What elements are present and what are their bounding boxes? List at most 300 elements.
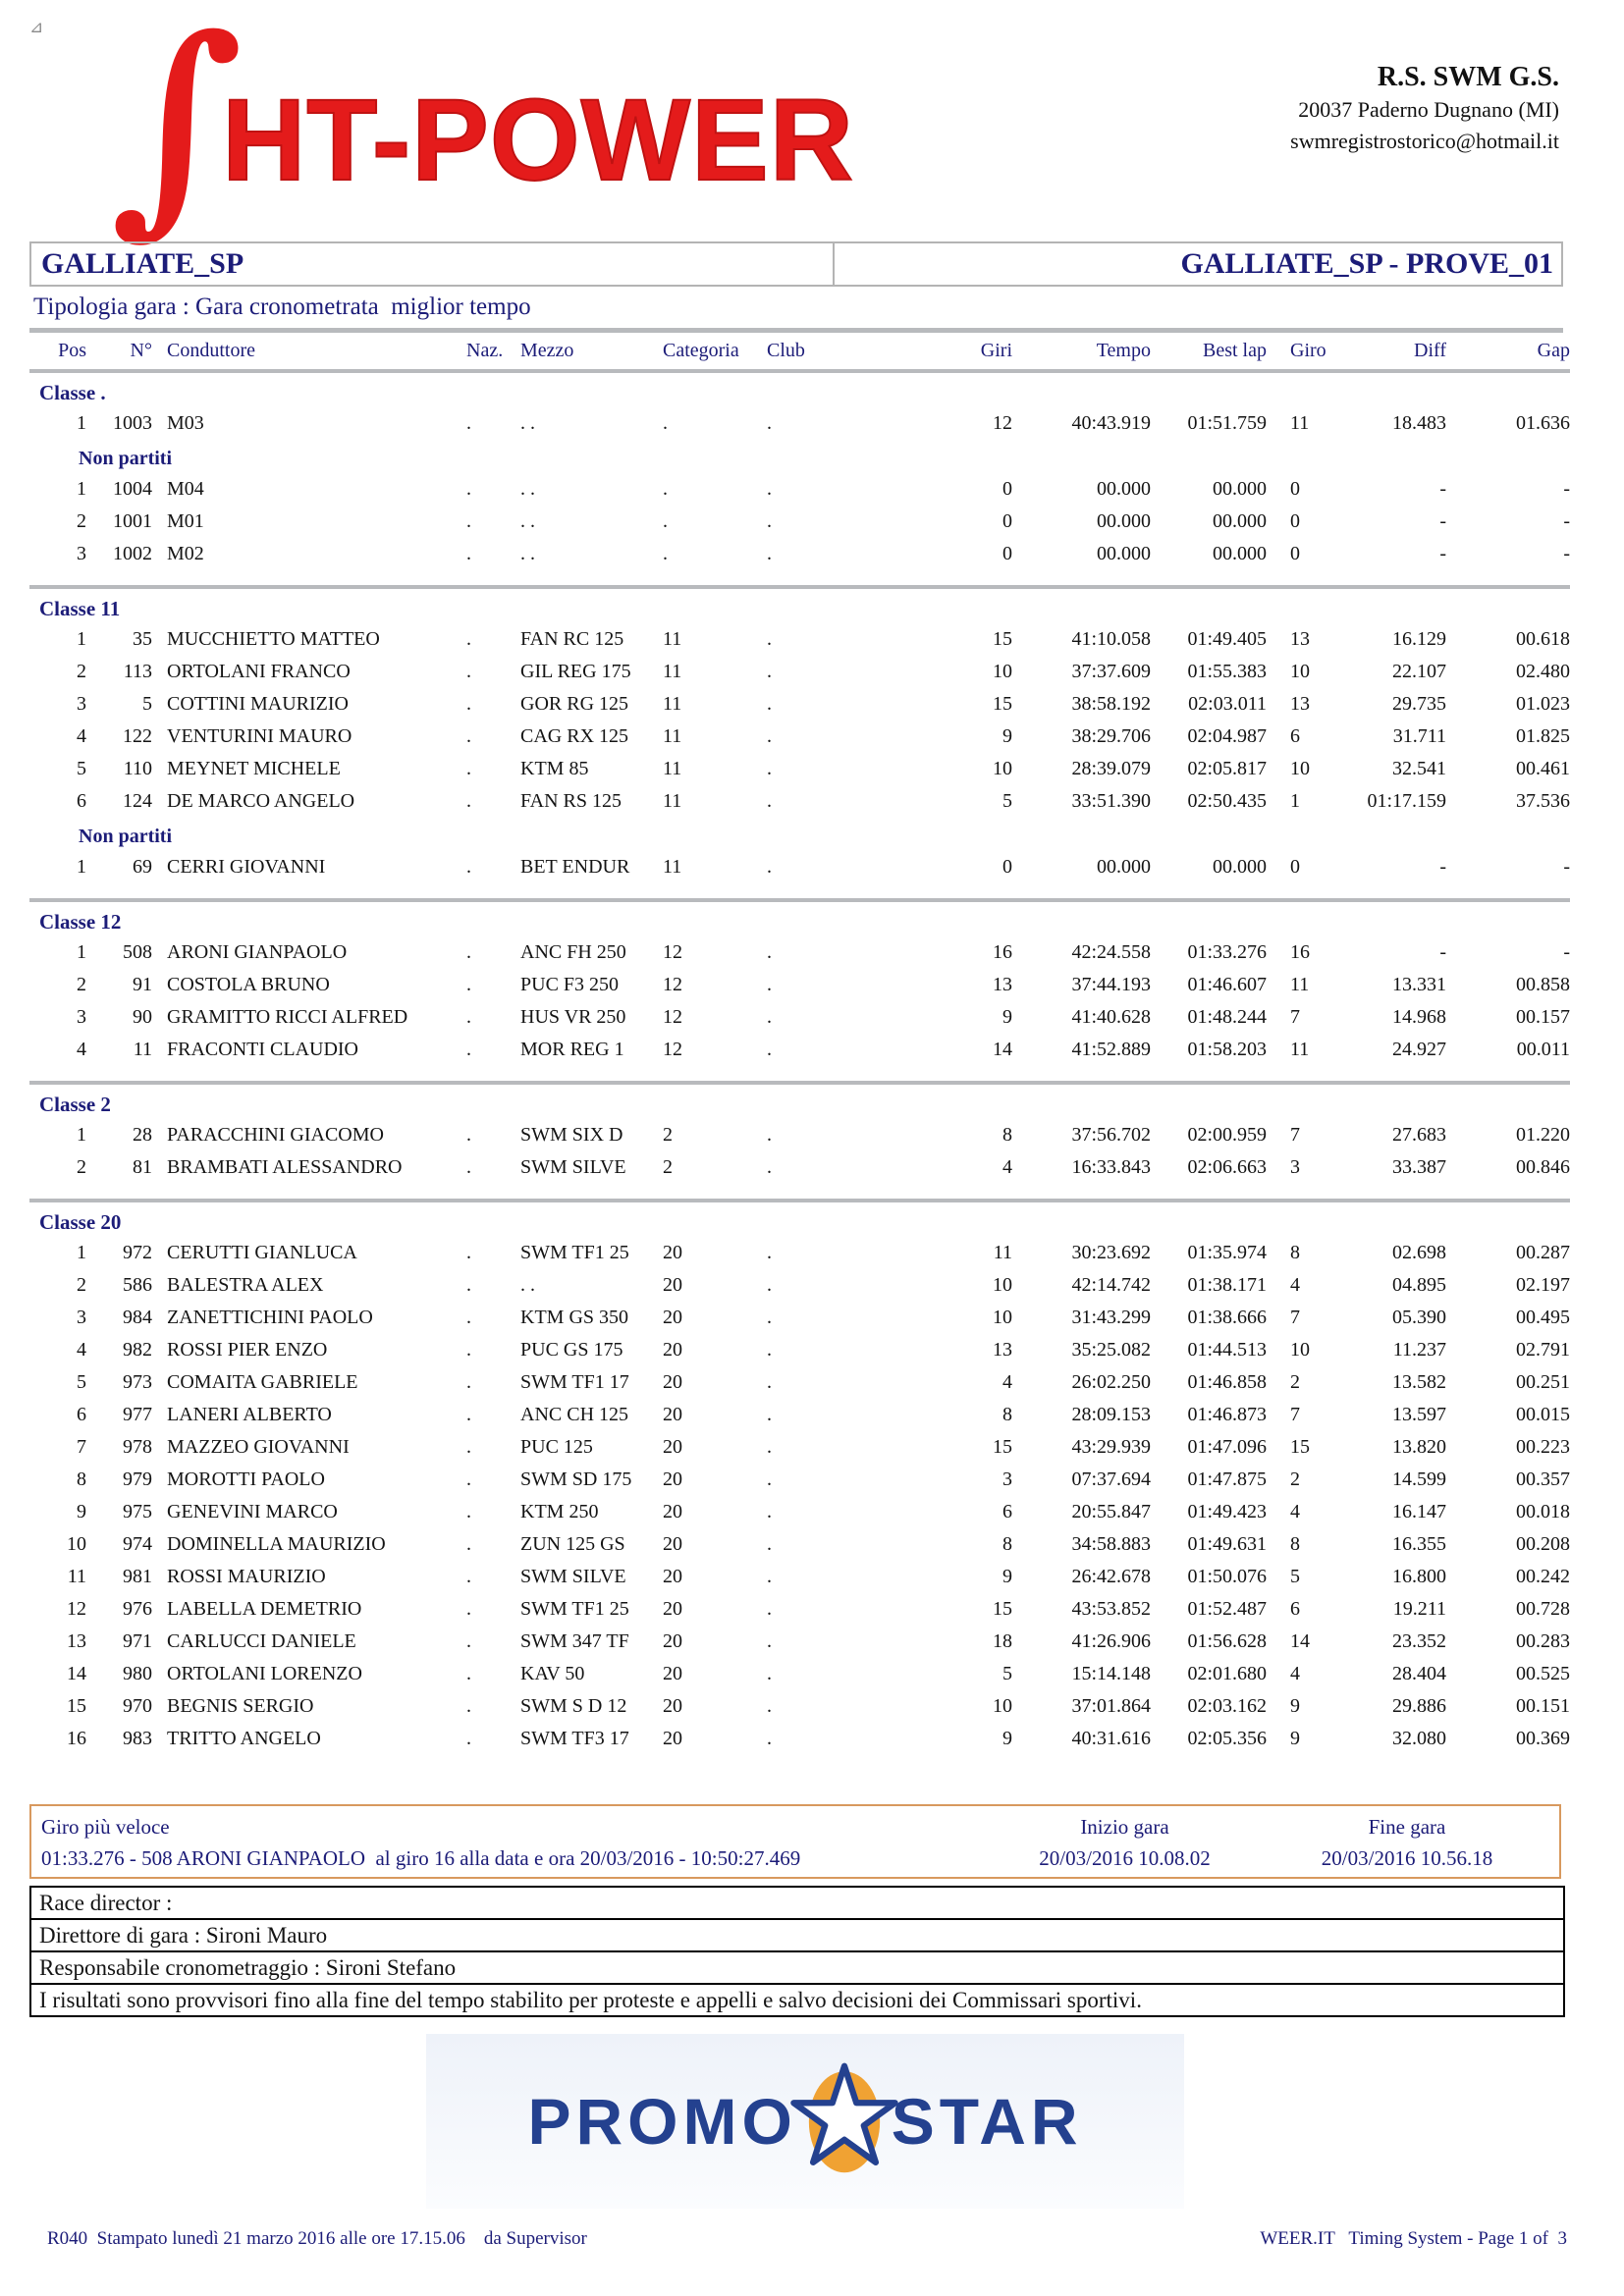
cell-categoria: 20 (663, 1242, 682, 1263)
cell-best-lap: 01:58.203 (1187, 1039, 1267, 1060)
cell-diff: 29.735 (1392, 693, 1446, 715)
cell-naz: . (466, 1274, 471, 1296)
cell-gap: 00.151 (1516, 1695, 1570, 1717)
cell-diff: - (1439, 856, 1446, 878)
cell-conduttore: DE MARCO ANGELO (167, 790, 355, 812)
cell-mezzo: ZUN 125 GS (520, 1533, 625, 1555)
cell-pos: 2 (77, 1274, 86, 1296)
cell-club: . (767, 412, 772, 434)
result-row (29, 1626, 1570, 1658)
classe-section (29, 585, 1570, 898)
cell-pos: 11 (67, 1566, 86, 1587)
cell-mezzo: KTM 250 (520, 1501, 599, 1522)
cell-club: . (767, 478, 772, 500)
cell-pos: 9 (77, 1501, 86, 1522)
table-header-row (29, 333, 1570, 373)
cell-diff: 16.800 (1392, 1566, 1446, 1587)
cell-gap: 00.618 (1516, 628, 1570, 650)
cell-best-lap: 01:46.858 (1187, 1371, 1267, 1393)
cell-num: 972 (123, 1242, 152, 1263)
cell-best-lap: 01:49.405 (1187, 628, 1267, 650)
cell-pos: 2 (77, 974, 86, 995)
cell-diff: 02.698 (1392, 1242, 1446, 1263)
cell-giro: 4 (1290, 1663, 1300, 1684)
cell-diff: 16.147 (1392, 1501, 1446, 1522)
cell-club: . (767, 661, 772, 682)
result-row (29, 623, 1570, 656)
cell-pos: 5 (77, 1371, 86, 1393)
cell-pos: 2 (77, 661, 86, 682)
cell-club: . (767, 1274, 772, 1296)
cell-conduttore: ROSSI PIER ENZO (167, 1339, 328, 1361)
cell-pos: Pos (58, 340, 86, 361)
cell-pos: 13 (67, 1630, 86, 1652)
logo-text: HT-POWER (222, 76, 854, 205)
result-row (29, 721, 1570, 753)
cell-num: 977 (123, 1404, 152, 1425)
results-sections (29, 378, 1570, 1770)
organization-email: swmregistrostorico@hotmail.it (1290, 129, 1559, 153)
cell-conduttore: COTTINI MAURIZIO (167, 693, 349, 715)
result-row (29, 1151, 1570, 1184)
cell-categoria: 12 (663, 974, 682, 995)
cell-pos: 2 (77, 1156, 86, 1178)
cell-club: . (767, 1728, 772, 1749)
non-partiti-label: Non partiti (79, 448, 172, 469)
cell-gap: 00.357 (1516, 1468, 1570, 1490)
officials-block (29, 1886, 1565, 2017)
cell-naz: . (466, 1156, 471, 1178)
result-row (29, 1302, 1570, 1334)
print-info: R040 Stampato lunedì 21 marzo 2016 alle ore 17.15.06 da Supervisor (47, 2228, 587, 2249)
cell-naz: . (466, 758, 471, 779)
cell-tempo: 40:43.919 (1071, 412, 1151, 434)
cell-giro: 0 (1290, 543, 1300, 564)
cell-pos: 1 (77, 1242, 86, 1263)
cell-club: . (767, 1468, 772, 1490)
result-row (29, 1496, 1570, 1528)
result-row (29, 1269, 1570, 1302)
cell-naz: . (466, 1501, 471, 1522)
cell-tempo: 43:53.852 (1071, 1598, 1151, 1620)
cell-mezzo: SWM SD 175 (520, 1468, 632, 1490)
cell-gap: - (1563, 856, 1570, 878)
cell-num: 970 (123, 1695, 152, 1717)
race-start-value: 20/03/2016 10.08.02 (1039, 1846, 1211, 1870)
cell-giri: 4 (1002, 1156, 1012, 1178)
official-row: Direttore di gara : Sironi Mauro (29, 1918, 1565, 1952)
cell-giro: 13 (1290, 693, 1310, 715)
cell-giri: 0 (1002, 543, 1012, 564)
cell-mezzo: KTM GS 350 (520, 1307, 629, 1328)
cell-giri: 9 (1002, 1566, 1012, 1587)
cell-best-lap: 02:05.817 (1187, 758, 1267, 779)
cell-best-lap: 00.000 (1213, 510, 1267, 532)
cell-giro: 7 (1290, 1404, 1300, 1425)
star-emblem-icon (789, 2046, 899, 2198)
cell-num: 113 (123, 661, 152, 682)
cell-club: . (767, 1307, 772, 1328)
non-partiti-row (29, 538, 1570, 570)
promostar-logo (426, 2034, 1184, 2209)
cell-num: 976 (123, 1598, 152, 1620)
cell-pos: 4 (77, 1039, 86, 1060)
cell-club: . (767, 725, 772, 747)
cell-diff: 13.597 (1392, 1404, 1446, 1425)
cell-club: . (767, 856, 772, 878)
cell-gap: - (1563, 543, 1570, 564)
cell-giri: 8 (1002, 1124, 1012, 1146)
cell-giri: 13 (993, 974, 1012, 995)
cell-categoria: 11 (663, 758, 682, 779)
cell-giro: 11 (1290, 412, 1310, 434)
cell-giri: 12 (993, 412, 1012, 434)
cell-tempo: 41:52.889 (1071, 1039, 1151, 1060)
cell-gap: 00.858 (1516, 974, 1570, 995)
cell-diff: 19.211 (1392, 1598, 1446, 1620)
cell-club: . (767, 1566, 772, 1587)
cell-mezzo: SWM SIX D (520, 1124, 623, 1146)
cell-mezzo: FAN RS 125 (520, 790, 622, 812)
cell-club: . (767, 1124, 772, 1146)
cell-diff: 13.820 (1392, 1436, 1446, 1458)
cell-num: 69 (133, 856, 152, 878)
cell-tempo: 37:56.702 (1071, 1124, 1151, 1146)
cell-giri: 5 (1002, 790, 1012, 812)
cell-mezzo: . . (520, 1274, 535, 1296)
cell-giri: 15 (993, 628, 1012, 650)
result-row (29, 1528, 1570, 1561)
cell-mezzo: SWM TF1 17 (520, 1371, 629, 1393)
cell-giro: 6 (1290, 1598, 1300, 1620)
sponsor-text-right: STAR (891, 2085, 1083, 2158)
cell-num: 91 (133, 974, 152, 995)
cell-giro: 15 (1290, 1436, 1310, 1458)
cell-tempo: 34:58.883 (1071, 1533, 1151, 1555)
cell-mezzo: ANC FH 250 (520, 941, 626, 963)
cell-giro: 11 (1290, 974, 1310, 995)
result-row (29, 785, 1570, 818)
cell-diff: 28.404 (1392, 1663, 1446, 1684)
cell-diff: 31.711 (1392, 725, 1446, 747)
cell-diff: 27.683 (1392, 1124, 1446, 1146)
cell-tempo: 37:37.609 (1071, 661, 1151, 682)
cell-giri: Giri (980, 340, 1012, 361)
cell-giri: 8 (1002, 1533, 1012, 1555)
event-title: GALLIATE_SP (29, 241, 833, 287)
session-title: GALLIATE_SP - PROVE_01 (833, 241, 1563, 287)
cell-naz: . (466, 693, 471, 715)
cell-diff: - (1439, 543, 1446, 564)
cell-naz: . (466, 478, 471, 500)
cell-diff: 13.582 (1392, 1371, 1446, 1393)
cell-conduttore: LANERI ALBERTO (167, 1404, 332, 1425)
cell-categoria: 12 (663, 1039, 682, 1060)
cell-giri: 10 (993, 661, 1012, 682)
cell-categoria: . (663, 543, 668, 564)
cell-giro: 10 (1290, 758, 1310, 779)
cell-best-lap: 01:50.076 (1187, 1566, 1267, 1587)
cell-conduttore: TRITTO ANGELO (167, 1728, 321, 1749)
cell-num: 586 (123, 1274, 152, 1296)
race-start-label: Inizio gara (1080, 1815, 1169, 1839)
cell-tempo: 26:42.678 (1071, 1566, 1151, 1587)
cell-giri: 10 (993, 1695, 1012, 1717)
cell-num: 11 (133, 1039, 152, 1060)
cell-giro: 0 (1290, 856, 1300, 878)
cell-giri: 10 (993, 1274, 1012, 1296)
cell-diff: 32.541 (1392, 758, 1446, 779)
results-table (29, 333, 1570, 1770)
cell-mezzo: . . (520, 510, 535, 532)
cell-pos: 15 (67, 1695, 86, 1717)
cell-naz: . (466, 543, 471, 564)
cell-tempo: 43:29.939 (1071, 1436, 1151, 1458)
cell-diff: 23.352 (1392, 1630, 1446, 1652)
cell-pos: 1 (77, 1124, 86, 1146)
official-row: I risultati sono provvisori fino alla fine del tempo stabilito per proteste e appelli e salvo decisioni dei Commissari sportivi. (29, 1983, 1565, 2017)
cell-num: 5 (142, 693, 152, 715)
cell-gap: - (1563, 510, 1570, 532)
result-row (29, 1464, 1570, 1496)
cell-best-lap: 01:46.873 (1187, 1404, 1267, 1425)
cell-categoria: 2 (663, 1124, 673, 1146)
cell-conduttore: ROSSI MAURIZIO (167, 1566, 326, 1587)
cell-conduttore: M01 (167, 510, 204, 532)
classe-section (29, 1081, 1570, 1199)
cell-naz: . (466, 1307, 471, 1328)
cell-giri: 11 (993, 1242, 1012, 1263)
cell-categoria: 11 (663, 856, 682, 878)
cell-pos: 1 (77, 941, 86, 963)
timing-system-info: WEER.IT Timing System - Page 1 of 3 (1260, 2228, 1567, 2249)
classe-title: Classe . (39, 381, 106, 404)
cell-categoria: 20 (663, 1339, 682, 1361)
cell-giro: 10 (1290, 661, 1310, 682)
cell-conduttore: GENEVINI MARCO (167, 1501, 338, 1522)
cell-categoria: 2 (663, 1156, 673, 1178)
cell-giri: 8 (1002, 1404, 1012, 1425)
title-row (29, 241, 1563, 287)
cell-giro: 7 (1290, 1006, 1300, 1028)
cell-naz: . (466, 1124, 471, 1146)
cell-mezzo: PUC 125 (520, 1436, 593, 1458)
cell-gap: 01.825 (1516, 725, 1570, 747)
cell-giro: 13 (1290, 628, 1310, 650)
cell-conduttore: COMAITA GABRIELE (167, 1371, 358, 1393)
cell-num: 978 (123, 1436, 152, 1458)
race-summary-box (29, 1804, 1561, 1879)
cell-pos: 2 (77, 510, 86, 532)
cell-conduttore: FRACONTI CLAUDIO (167, 1039, 358, 1060)
cell-naz: . (466, 1468, 471, 1490)
cell-naz: . (466, 1006, 471, 1028)
cell-giri: 13 (993, 1339, 1012, 1361)
organization-name: R.S. SWM G.S. (1377, 62, 1559, 92)
cell-giro: 11 (1290, 1039, 1310, 1060)
cell-naz: . (466, 1404, 471, 1425)
cell-conduttore: VENTURINI MAURO (167, 725, 352, 747)
cell-conduttore: BEGNIS SERGIO (167, 1695, 314, 1717)
cell-gap: 00.728 (1516, 1598, 1570, 1620)
non-partiti-row (29, 473, 1570, 506)
cell-diff: 16.355 (1392, 1533, 1446, 1555)
cell-num: 980 (123, 1663, 152, 1684)
cell-categoria: 20 (663, 1274, 682, 1296)
cell-pos: 6 (77, 790, 86, 812)
result-row (29, 936, 1570, 969)
cell-tempo: 00.000 (1097, 510, 1151, 532)
cell-giri: 3 (1002, 1468, 1012, 1490)
cell-gap: 00.283 (1516, 1630, 1570, 1652)
official-row: Race director : (29, 1886, 1565, 1920)
cell-gap: 02.197 (1516, 1274, 1570, 1296)
cell-naz: . (466, 1663, 471, 1684)
cell-naz: . (466, 1728, 471, 1749)
classe-section (29, 898, 1570, 1081)
cell-best-lap: 01:55.383 (1187, 661, 1267, 682)
race-end-value: 20/03/2016 10.56.18 (1321, 1846, 1493, 1870)
cell-categoria: 11 (663, 790, 682, 812)
result-row (29, 1431, 1570, 1464)
cell-conduttore: BRAMBATI ALESSANDRO (167, 1156, 403, 1178)
result-row (29, 1001, 1570, 1034)
cell-giri: 5 (1002, 1663, 1012, 1684)
cell-club: . (767, 1695, 772, 1717)
cell-best-lap: 01:51.759 (1187, 412, 1267, 434)
cell-diff: 18.483 (1392, 412, 1446, 434)
cell-tempo: 16:33.843 (1071, 1156, 1151, 1178)
cell-categoria: 20 (663, 1728, 682, 1749)
non-partiti-label: Non partiti (79, 826, 172, 847)
race-end-label: Fine gara (1368, 1815, 1446, 1839)
cell-giri: 9 (1002, 1006, 1012, 1028)
cell-club: . (767, 1156, 772, 1178)
cell-num: 981 (123, 1566, 152, 1587)
cell-conduttore: MOROTTI PAOLO (167, 1468, 325, 1490)
cell-gap: 00.369 (1516, 1728, 1570, 1749)
cell-pos: 7 (77, 1436, 86, 1458)
cell-tempo: 00.000 (1097, 543, 1151, 564)
cell-gap: 00.461 (1516, 758, 1570, 779)
cell-best-lap: 00.000 (1213, 543, 1267, 564)
cell-best-lap: 02:04.987 (1187, 725, 1267, 747)
cell-giri: 10 (993, 1307, 1012, 1328)
cell-naz: . (466, 790, 471, 812)
organization-address: 20037 Paderno Dugnano (MI) (1298, 97, 1559, 122)
cell-giri: 15 (993, 1436, 1012, 1458)
cell-giro: 1 (1290, 790, 1300, 812)
cell-gap: 00.223 (1516, 1436, 1570, 1458)
cell-num: 122 (123, 725, 152, 747)
cell-tempo: 35:25.082 (1071, 1339, 1151, 1361)
cell-giri: 15 (993, 1598, 1012, 1620)
classe-title: Classe 20 (39, 1210, 122, 1234)
cell-gap: 00.251 (1516, 1371, 1570, 1393)
cell-num: N° (130, 340, 152, 361)
cell-conduttore: Conduttore (167, 340, 255, 361)
non-partiti-row (29, 851, 1570, 883)
cell-conduttore: M02 (167, 543, 204, 564)
result-row (29, 1366, 1570, 1399)
cell-tempo: 37:44.193 (1071, 974, 1151, 995)
cell-pos: 8 (77, 1468, 86, 1490)
non-partiti-row (29, 506, 1570, 538)
cell-naz: . (466, 1242, 471, 1263)
cell-mezzo: SWM TF3 17 (520, 1728, 629, 1749)
cell-tempo: 38:58.192 (1071, 693, 1151, 715)
cell-tempo: 28:39.079 (1071, 758, 1151, 779)
cell-num: 1002 (113, 543, 152, 564)
cell-pos: 5 (77, 758, 86, 779)
cell-diff: 29.886 (1392, 1695, 1446, 1717)
cell-club: Club (767, 340, 805, 361)
cell-giro: 8 (1290, 1533, 1300, 1555)
cell-conduttore: MUCCHIETTO MATTEO (167, 628, 380, 650)
cell-pos: 12 (67, 1598, 86, 1620)
cell-gap: 00.495 (1516, 1307, 1570, 1328)
cell-best-lap: 01:52.487 (1187, 1598, 1267, 1620)
cell-club: . (767, 1006, 772, 1028)
cell-num: 1001 (113, 510, 152, 532)
cell-diff: 33.387 (1392, 1156, 1446, 1178)
cell-giro: 9 (1290, 1695, 1300, 1717)
cell-categoria: . (663, 510, 668, 532)
cell-giro: 4 (1290, 1501, 1300, 1522)
cell-giro: 5 (1290, 1566, 1300, 1587)
cell-tempo: 33:51.390 (1071, 790, 1151, 812)
cell-naz: . (466, 941, 471, 963)
cell-club: . (767, 1242, 772, 1263)
result-row (29, 1334, 1570, 1366)
cell-giro: 4 (1290, 1274, 1300, 1296)
page-footer (47, 2228, 1567, 2250)
logo-s-swash-icon: ∫ (110, 0, 244, 258)
cell-diff: 14.968 (1392, 1006, 1446, 1028)
cell-tempo: 15:14.148 (1071, 1663, 1151, 1684)
cell-best-lap: 01:49.631 (1187, 1533, 1267, 1555)
cell-best-lap: 00.000 (1213, 856, 1267, 878)
cell-num: 90 (133, 1006, 152, 1028)
cell-diff: 22.107 (1392, 661, 1446, 682)
cell-mezzo: Mezzo (520, 340, 574, 361)
corner-triangle-icon: ⊿ (29, 18, 44, 36)
cell-best-lap: 01:35.974 (1187, 1242, 1267, 1263)
cell-mezzo: . . (520, 412, 535, 434)
result-row (29, 1399, 1570, 1431)
cell-conduttore: MEYNET MICHELE (167, 758, 341, 779)
cell-tempo: 41:26.906 (1071, 1630, 1151, 1652)
cell-best-lap: 02:06.663 (1187, 1156, 1267, 1178)
classe-title: Classe 12 (39, 910, 122, 934)
cell-giro: 2 (1290, 1371, 1300, 1393)
cell-diff: Diff (1414, 340, 1446, 361)
cell-mezzo: SWM TF1 25 (520, 1242, 629, 1263)
cell-best-lap: 01:38.171 (1187, 1274, 1267, 1296)
cell-num: 982 (123, 1339, 152, 1361)
official-row: Responsabile cronometraggio : Sironi Stefano (29, 1950, 1565, 1985)
cell-giro: 8 (1290, 1242, 1300, 1263)
cell-naz: . (466, 661, 471, 682)
cell-club: . (767, 1501, 772, 1522)
cell-pos: 16 (67, 1728, 86, 1749)
cell-mezzo: SWM 347 TF (520, 1630, 629, 1652)
cell-giri: 18 (993, 1630, 1012, 1652)
cell-num: 1004 (113, 478, 152, 500)
cell-giri: 15 (993, 693, 1012, 715)
cell-conduttore: CARLUCCI DANIELE (167, 1630, 356, 1652)
cell-tempo: 26:02.250 (1071, 1371, 1151, 1393)
